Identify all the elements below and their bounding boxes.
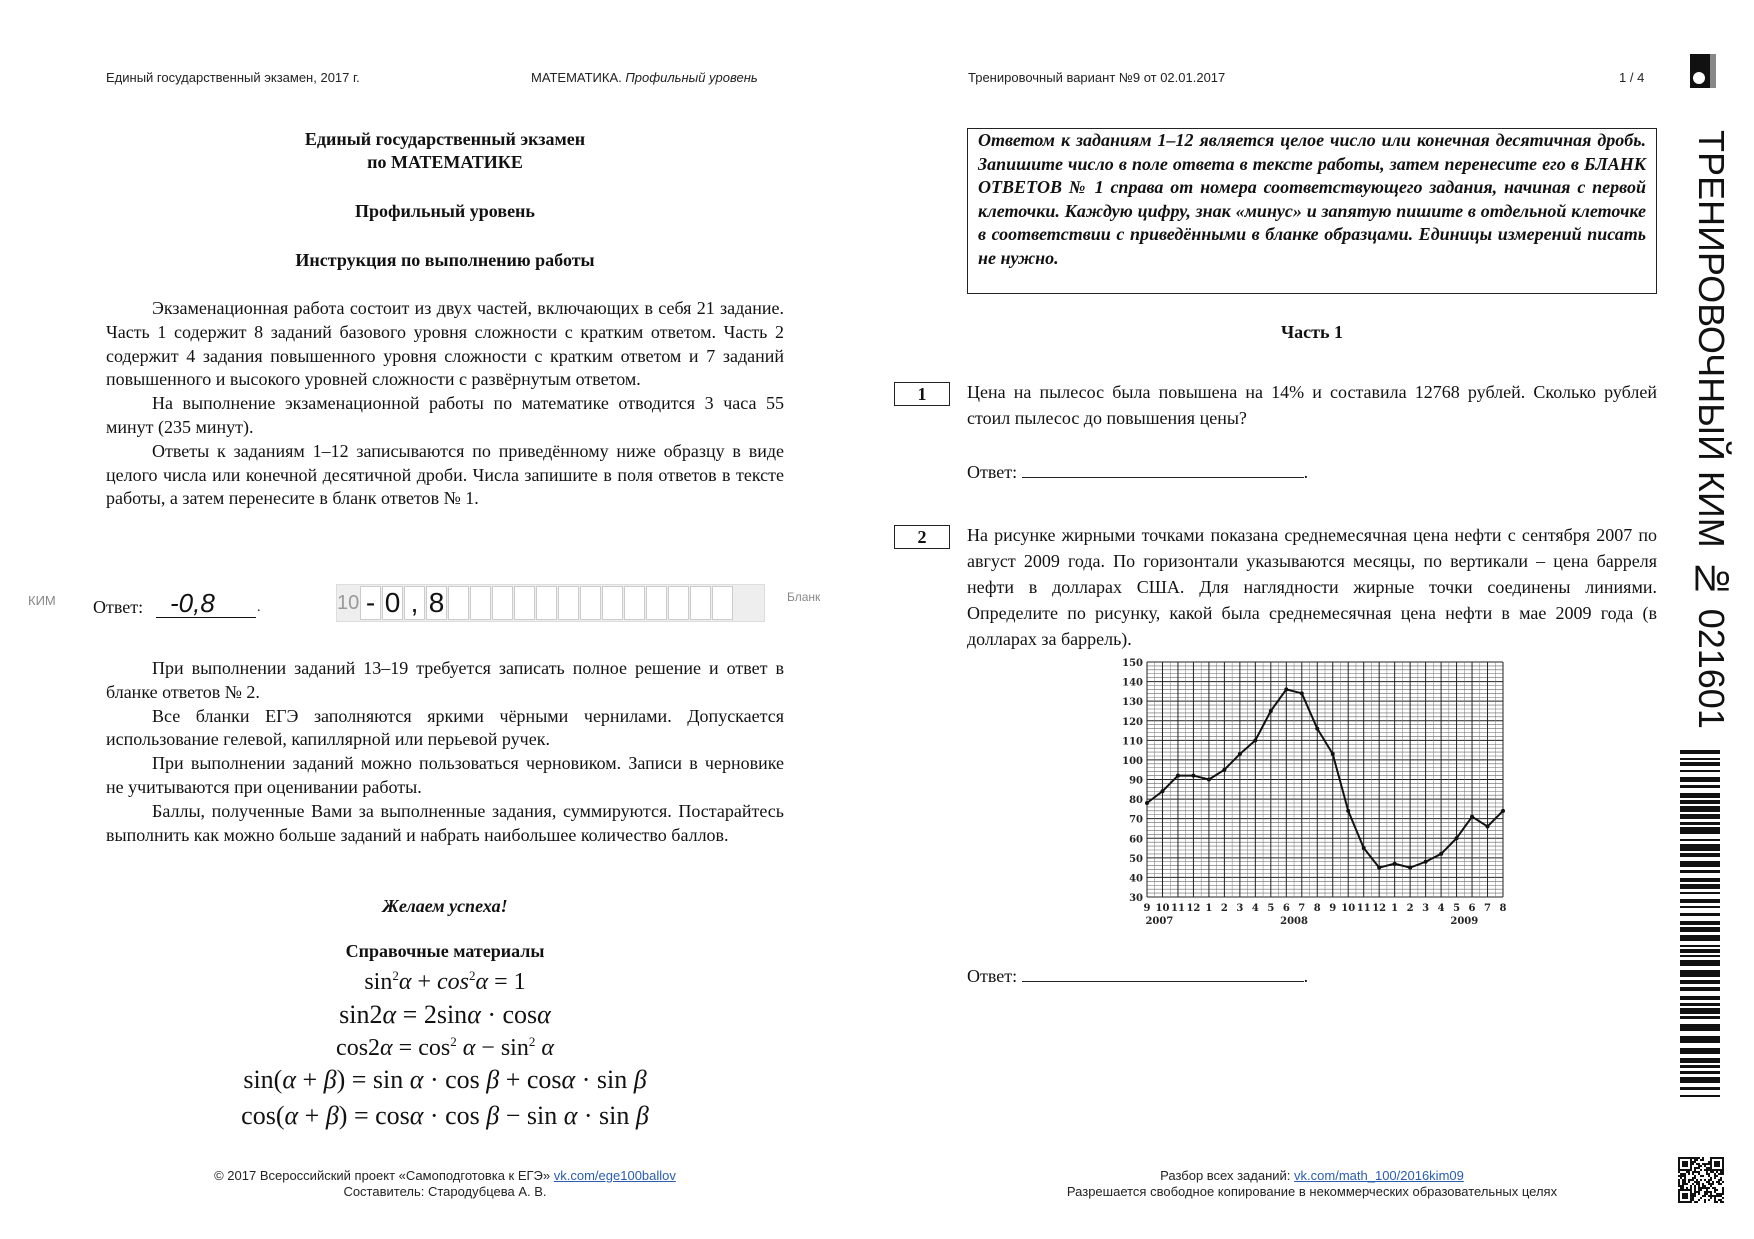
- formula-2: sin2α = 2sinα · cosα: [339, 1000, 551, 1029]
- task-answer-row: Ответ: .: [967, 963, 1308, 987]
- svg-text:2008: 2008: [1280, 916, 1308, 927]
- svg-text:1: 1: [1391, 903, 1399, 914]
- answer-cell: -: [360, 586, 381, 620]
- instruction-paragraph: При выполнении заданий 13–19 требуется записать полное решение и ответ в бланке ответов № 2.: [106, 658, 784, 702]
- svg-text:8: 8: [1313, 903, 1321, 914]
- svg-text:130: 130: [1122, 697, 1143, 709]
- good-luck-text: Желаем успеха!: [382, 896, 508, 916]
- blank-label: Бланк: [787, 590, 821, 604]
- instruction-paragraph: Ответы к заданиям 1–12 записываются по приведённому ниже образцу в виде целого числа или конечной десятичной дроби. Числа запишите в поля ответов в тексте работы, а затем перенесите в бланк ответов № 1.: [106, 440, 784, 509]
- header-variant: Тренировочный вариант №9 от 02.01.2017: [968, 70, 1226, 85]
- svg-text:11: 11: [1170, 903, 1185, 914]
- answer-input[interactable]: [1022, 963, 1304, 982]
- svg-text:70: 70: [1129, 814, 1143, 826]
- answer-cell: 0: [382, 586, 403, 620]
- footer-right-1: [967, 1168, 1657, 1183]
- page-number: 1 / 4: [1619, 70, 1645, 85]
- sample-answer-label: Ответ:: [93, 597, 144, 617]
- header-left: Единый государственный экзамен, 2017 г.: [106, 70, 360, 85]
- formula-1: $\sin^2\alpha + \cos^2\alpha = 1$: [364, 968, 526, 995]
- instructions-block-1: [106, 297, 784, 511]
- instruction-paragraph: Экзаменационная работа состоит из двух частей, включающих в себя 21 задание. Часть 1 содержит 8 заданий базового уровня сложности с кратким ответом. Часть 2 содержит 4 задания повышенного уровня сложности с кратким ответом и 7 заданий повышенного и высокого уровней сложности с развёрнутым ответом.: [106, 298, 784, 390]
- task-answer-row: Ответ: .: [967, 459, 1308, 483]
- doc-title-2: по МАТЕМАТИКЕ: [367, 152, 523, 172]
- svg-text:10: 10: [1341, 903, 1356, 914]
- kim-label: КИМ: [28, 593, 56, 608]
- svg-text:5: 5: [1453, 903, 1461, 914]
- answer-label: Ответ:: [967, 462, 1018, 482]
- reference-heading: Справочные материалы: [345, 941, 545, 961]
- instructions-heading: Инструкция по выполнению работы: [295, 250, 595, 270]
- svg-text:11: 11: [1356, 903, 1371, 914]
- barcode-icon: [1680, 750, 1720, 1100]
- svg-text:3: 3: [1236, 903, 1244, 914]
- svg-text:12: 12: [1372, 903, 1387, 914]
- svg-text:50: 50: [1129, 853, 1143, 865]
- svg-text:10: 10: [1155, 903, 1170, 914]
- svg-text:7: 7: [1484, 903, 1492, 914]
- qr-code-icon: [1678, 1157, 1724, 1203]
- header-subject: МАТЕМАТИКА.: [531, 70, 622, 85]
- svg-text:5: 5: [1267, 903, 1275, 914]
- task-number: 2: [894, 525, 950, 549]
- oil-price-chart: [1100, 650, 1520, 930]
- svg-text:2009: 2009: [1450, 916, 1479, 927]
- doc-title-1: Единый государственный экзамен: [304, 129, 586, 149]
- answer-cell: [580, 586, 601, 620]
- svg-text:40: 40: [1129, 873, 1143, 885]
- answer-input[interactable]: [1022, 459, 1304, 478]
- svg-text:4: 4: [1437, 903, 1445, 914]
- svg-text:110: 110: [1122, 736, 1143, 748]
- answer-cell: [646, 586, 667, 620]
- answer-cell: [492, 586, 513, 620]
- svg-text:7: 7: [1298, 903, 1306, 914]
- answer-cell: [690, 586, 711, 620]
- answer-label: Ответ:: [967, 966, 1018, 986]
- footer-analysis-label: Разбор всех заданий:: [1160, 1168, 1291, 1183]
- answer-cell: 8: [426, 586, 447, 620]
- answer-cell: [514, 586, 535, 620]
- instruction-paragraph: Баллы, полученные Вами за выполненные задания, суммируются. Постарайтесь выполнить как можно больше заданий и набрать наибольшее количество баллов.: [106, 800, 784, 845]
- part-heading: Часть 1: [1280, 322, 1344, 342]
- footer-author: Составитель: Стародубцева А. В.: [343, 1184, 547, 1199]
- sample-answer-value: -0,8: [156, 588, 256, 618]
- doc-subtitle: Профильный уровень: [355, 201, 535, 221]
- svg-text:6: 6: [1282, 903, 1290, 914]
- svg-text:12: 12: [1186, 903, 1201, 914]
- task-text: Цена на пылесос была повышена на 14% и составила 12768 рублей. Сколько рублей стоил пылесос до повышения цены?: [967, 382, 1657, 428]
- footer-left-1: [100, 1168, 790, 1183]
- svg-text:4: 4: [1251, 903, 1259, 914]
- instruction-paragraph: При выполнении заданий можно пользоваться черновиком. Записи в черновике не учитываются при оценивании работы.: [106, 753, 784, 797]
- instructions-block-2: [106, 657, 784, 847]
- footer-copyright: © 2017 Всероссийский проект «Самоподготовка к ЕГЭ»: [214, 1168, 551, 1183]
- header-level: Профильный уровень: [625, 70, 758, 85]
- formula-5: cos(α + β) = cosα · cos β − sin α · sin β: [241, 1101, 649, 1130]
- answer-cell: [536, 586, 557, 620]
- svg-text:2: 2: [1220, 903, 1228, 914]
- answer-cell: [470, 586, 491, 620]
- instruction-paragraph: Все бланки ЕГЭ заполняются яркими чёрными чернилами. Допускается использование гелевой, капиллярной или перьевой ручек.: [106, 705, 784, 750]
- svg-text:2007: 2007: [1145, 916, 1174, 927]
- footer-link-analysis[interactable]: vk.com/math_100/2016kim09: [1294, 1168, 1464, 1183]
- svg-text:150: 150: [1122, 658, 1143, 669]
- svg-text:140: 140: [1122, 677, 1143, 689]
- sample-answer-period: .: [257, 600, 261, 615]
- formula-3: $\cos 2\alpha = \cos^2 \alpha - \sin^2 \alpha$: [336, 1034, 554, 1061]
- answer-cell: ,: [404, 586, 425, 620]
- svg-text:120: 120: [1122, 716, 1143, 728]
- svg-text:9: 9: [1143, 903, 1151, 914]
- svg-text:60: 60: [1129, 834, 1143, 846]
- footer-license: Разрешается свободное копирование в некоммерческих образовательных целях: [1066, 1184, 1558, 1199]
- answer-cell: [448, 586, 469, 620]
- svg-text:2: 2: [1406, 903, 1414, 914]
- cell-number: 10: [337, 591, 360, 614]
- answer-cell: [624, 586, 645, 620]
- footer-link-vk[interactable]: vk.com/ege100ballov: [553, 1168, 676, 1183]
- formula-4: sin(α + β) = sin α · cos β + cosα · sin β: [243, 1065, 647, 1094]
- svg-text:30: 30: [1129, 893, 1143, 904]
- svg-text:9: 9: [1329, 903, 1337, 914]
- answer-cell: [602, 586, 623, 620]
- corner-marker-icon: [1690, 54, 1716, 88]
- svg-text:6: 6: [1468, 903, 1476, 914]
- answer-cell: [712, 586, 733, 620]
- instruction-box: Ответом к заданиям 1–12 является целое число или конечная десятичная дробь. Запишите число в поле ответа в тексте работы, затем перенесите его в БЛАНК ОТВЕТОВ № 1 справа от номера соответствующего задания, начиная с первой клеточки. Каждую цифру, знак «минус» и запятую пишите в отдельной клеточке в соответствии с приведёнными в бланке образцами. Единицы измерений писать не нужно.: [967, 128, 1657, 294]
- answer-cell: [558, 586, 579, 620]
- svg-text:3: 3: [1422, 903, 1430, 914]
- vertical-kim-title: ТРЕНИРОВОЧНЫЙ КИМ № 021601: [1691, 130, 1732, 729]
- svg-text:80: 80: [1129, 795, 1143, 807]
- svg-text:8: 8: [1499, 903, 1507, 914]
- svg-text:100: 100: [1122, 755, 1143, 767]
- header-center: [531, 70, 758, 85]
- answer-cell: [668, 586, 689, 620]
- task-text: На рисунке жирными точками показана среднемесячная цена нефти с сентября 2007 по август 2009 года. По горизонтали указываются месяцы, по вертикали – цена барреля нефти в долларах США. Для наглядности жирные точки соединены линиями. Определите по рисунку, какой была среднемесячная цена нефти в мае 2009 года (в долларах за баррель).: [967, 525, 1657, 649]
- svg-text:90: 90: [1129, 775, 1143, 787]
- sample-answer-cells: [336, 584, 765, 622]
- instruction-paragraph: На выполнение экзаменационной работы по математике отводится 3 часа 55 минут (235 минут).: [106, 393, 784, 437]
- task-number: 1: [894, 382, 950, 406]
- svg-text:1: 1: [1205, 903, 1213, 914]
